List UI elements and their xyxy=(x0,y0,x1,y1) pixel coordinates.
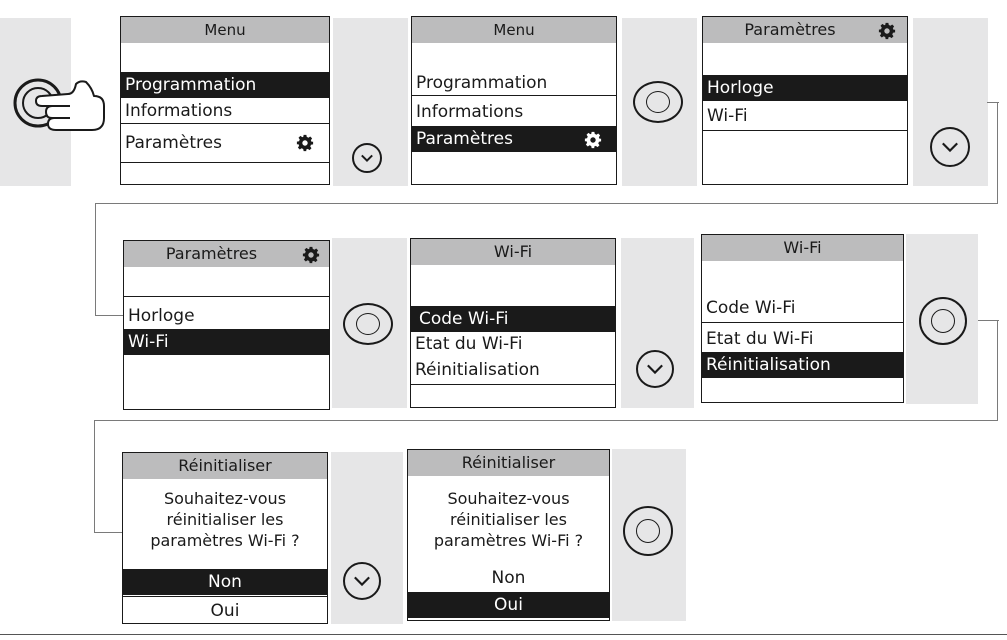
divider xyxy=(411,384,615,385)
menu-item-reinitialisation[interactable]: Réinitialisation xyxy=(415,360,540,380)
flow-connector xyxy=(94,420,998,421)
screen-wifi-2 xyxy=(701,234,904,403)
ok-button-icon[interactable] xyxy=(623,506,673,556)
gear-icon xyxy=(296,134,314,152)
screen-menu-2 xyxy=(411,16,617,185)
gear-icon xyxy=(302,246,320,264)
menu-item-etat-wifi[interactable]: Etat du Wi-Fi xyxy=(706,329,814,349)
option-non[interactable]: Non xyxy=(123,569,327,595)
chevron-down-button-icon[interactable] xyxy=(930,127,970,167)
chevron-down-button-icon[interactable] xyxy=(352,143,382,173)
option-non[interactable]: Non xyxy=(491,568,526,588)
screen-parametres-1 xyxy=(702,16,908,185)
question-line: Souhaitez-vous xyxy=(447,489,570,508)
divider xyxy=(121,123,329,124)
ok-button-icon[interactable] xyxy=(919,297,967,345)
menu-item-wifi[interactable]: Wi-Fi xyxy=(707,106,748,126)
question-line: Souhaitez-vous xyxy=(163,489,287,508)
screen-title: Réinitialiser xyxy=(123,453,327,479)
divider xyxy=(702,322,903,323)
menu-item-wifi[interactable]: Wi-Fi xyxy=(124,329,329,355)
screen-title: Menu xyxy=(412,17,616,43)
screen-title: Réinitialiser xyxy=(408,450,609,476)
menu-item-parametres[interactable]: Paramètres xyxy=(125,133,222,153)
screen-parametres-2 xyxy=(123,240,330,410)
divider xyxy=(121,162,329,163)
bottom-rule xyxy=(0,634,1007,635)
screen-reinitialiser-2 xyxy=(407,449,610,621)
chevron-down-button-icon[interactable] xyxy=(343,562,381,600)
divider xyxy=(412,95,616,96)
screen-title: Wi-Fi xyxy=(411,239,615,265)
menu-item-code-wifi[interactable]: Code Wi-Fi xyxy=(706,298,796,318)
menu-item-etat-wifi[interactable]: Etat du Wi-Fi xyxy=(415,334,523,354)
flow-connector xyxy=(997,102,998,204)
option-oui[interactable]: Oui xyxy=(210,601,240,621)
flow-connector xyxy=(95,203,998,204)
flow-connector xyxy=(94,420,95,533)
question-line: réinitialiser les xyxy=(450,510,567,529)
screen-title: Paramètres xyxy=(703,17,907,43)
menu-item-programmation[interactable]: Programmation xyxy=(121,72,329,98)
menu-item-reinitialisation[interactable]: Réinitialisation xyxy=(702,352,903,378)
flow-connector xyxy=(95,315,123,316)
hand-press-icon xyxy=(8,70,112,138)
screen-title: Wi-Fi xyxy=(702,235,903,261)
question-line: paramètres Wi-Fi ? xyxy=(433,531,584,550)
divider xyxy=(124,296,329,297)
screen-menu-1 xyxy=(120,16,330,185)
option-oui[interactable]: Oui xyxy=(408,592,609,618)
menu-item-horloge[interactable]: Horloge xyxy=(703,75,907,101)
menu-item-horloge[interactable]: Horloge xyxy=(128,306,195,326)
menu-item-informations[interactable]: Informations xyxy=(416,102,524,122)
screen-title: Menu xyxy=(121,17,329,43)
divider xyxy=(703,130,907,131)
flow-connector xyxy=(978,320,999,321)
gear-icon xyxy=(584,131,602,149)
flow-connector xyxy=(95,203,96,316)
chevron-down-button-icon[interactable] xyxy=(636,350,674,388)
menu-item-informations[interactable]: Informations xyxy=(125,101,233,121)
question-line: paramètres Wi-Fi ? xyxy=(150,531,300,550)
gear-icon xyxy=(878,22,896,40)
menu-item-code-wifi[interactable]: Code Wi-Fi xyxy=(411,306,615,332)
divider xyxy=(123,596,327,597)
ok-button-icon[interactable] xyxy=(343,303,393,345)
question-line: réinitialiser les xyxy=(166,510,284,529)
flow-connector xyxy=(94,532,122,533)
flow-connector xyxy=(997,320,998,421)
screen-reinitialiser-1 xyxy=(122,452,328,624)
ok-button-icon[interactable] xyxy=(633,81,683,123)
screen-title: Paramètres xyxy=(124,241,329,267)
menu-item-parametres[interactable]: Paramètres xyxy=(412,126,616,152)
screen-wifi-1 xyxy=(410,238,616,408)
menu-item-programmation[interactable]: Programmation xyxy=(416,73,548,93)
